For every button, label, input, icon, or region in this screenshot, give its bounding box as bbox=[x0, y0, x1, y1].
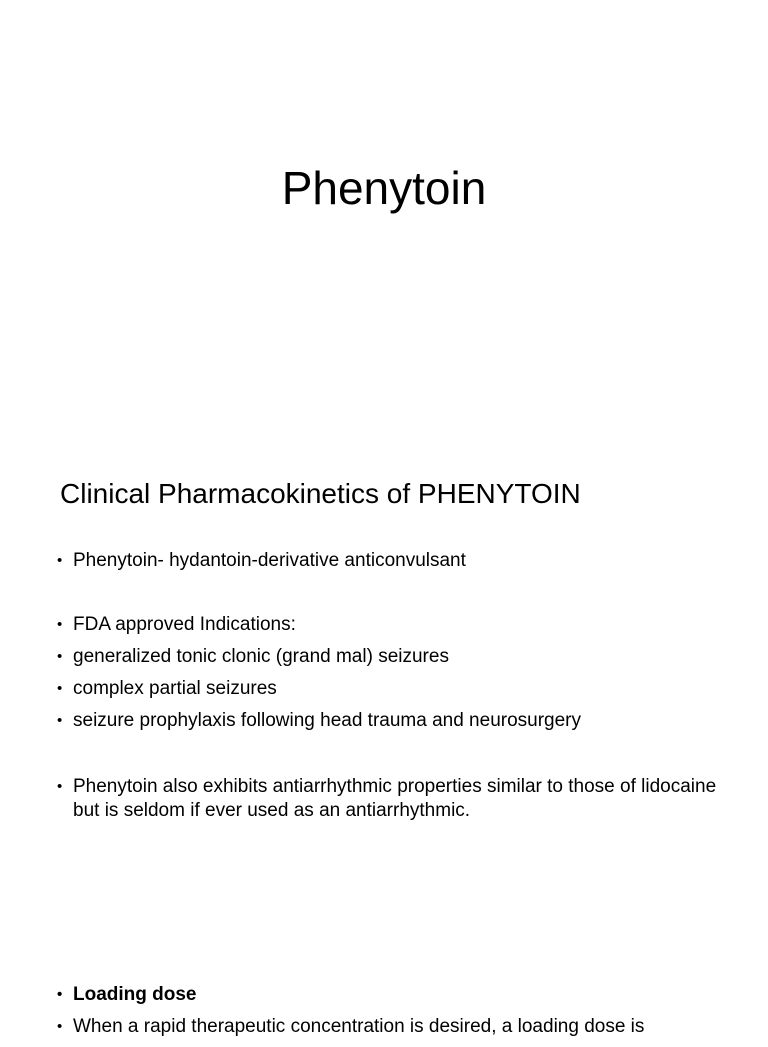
content-slide-pharmacokinetics bbox=[0, 400, 768, 920]
bullet-marker: • bbox=[57, 986, 63, 1003]
bullet-text: Phenytoin also exhibits antiarrhythmic properties similar to those of lidocaine but is seldom if ever used as an antiarrhythmic. bbox=[73, 776, 717, 821]
bullet-item bbox=[57, 613, 737, 645]
bullet-text: seizure prophylaxis following head trauma and neurosurgery bbox=[73, 710, 582, 731]
bullet-marker: • bbox=[57, 712, 63, 729]
bullet-list-intro bbox=[57, 549, 737, 573]
bullet-list-loading-dose bbox=[57, 983, 737, 1047]
bullet-item bbox=[57, 983, 737, 1015]
bullet-text: Phenytoin- hydantoin-derivative anticonvulsant bbox=[73, 550, 466, 571]
bullet-text: complex partial seizures bbox=[73, 678, 277, 699]
slide-heading: Clinical Pharmacokinetics of PHENYTOIN bbox=[60, 478, 581, 509]
bullet-item bbox=[57, 677, 737, 709]
bullet-marker: • bbox=[57, 648, 63, 665]
bullet-item bbox=[57, 1015, 737, 1047]
bullet-item bbox=[57, 645, 737, 677]
bullet-marker: • bbox=[57, 552, 63, 569]
bullet-text: generalized tonic clonic (grand mal) seizures bbox=[73, 646, 449, 667]
bullet-marker: • bbox=[57, 778, 63, 795]
bullet-marker: • bbox=[57, 1018, 63, 1035]
content-slide-loading-dose bbox=[0, 920, 768, 1037]
bullet-text-bold: Loading dose bbox=[73, 984, 197, 1005]
bullet-marker: • bbox=[57, 616, 63, 633]
bullet-item bbox=[57, 549, 737, 573]
bullet-list-indications bbox=[57, 613, 737, 741]
bullet-text: When a rapid therapeutic concentration is desired, a loading dose is bbox=[73, 1016, 645, 1037]
bullet-item bbox=[57, 775, 737, 823]
bullet-text: FDA approved Indications: bbox=[73, 614, 296, 635]
bullet-item bbox=[57, 709, 737, 741]
title-slide bbox=[0, 0, 768, 400]
bullet-marker: • bbox=[57, 680, 63, 697]
bullet-list-antiarrhythmic bbox=[57, 775, 737, 823]
slide-title: Phenytoin bbox=[281, 162, 487, 214]
